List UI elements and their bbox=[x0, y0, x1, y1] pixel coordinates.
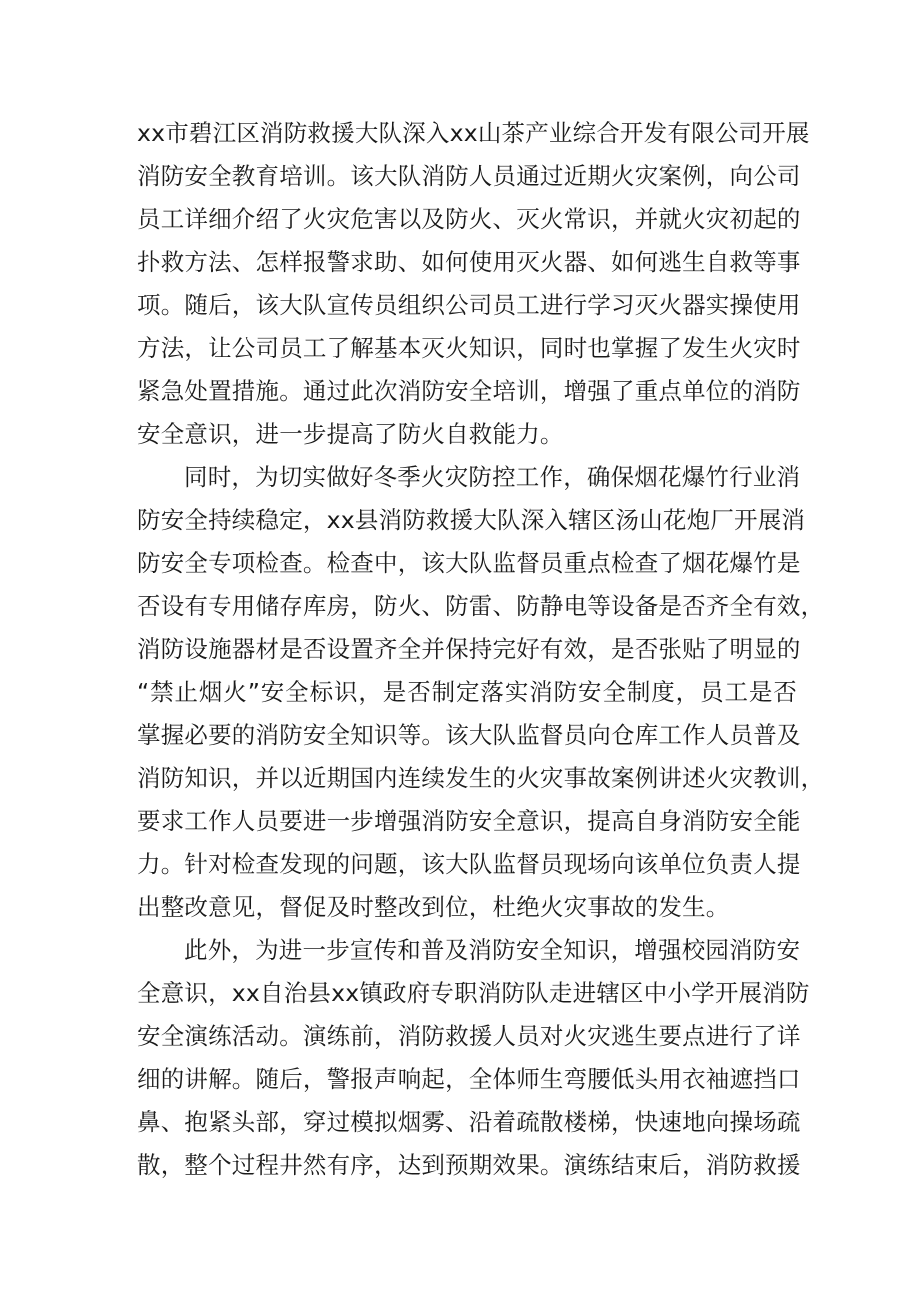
text-line: 防安全专项检查。检查中，该大队监督员重点检查了烟花爆竹是 bbox=[137, 549, 801, 577]
text-line: 扑救方法、怎样报警求助、如何使用灭火器、如何逃生自救等事 bbox=[137, 248, 801, 276]
paragraph-1 bbox=[137, 112, 810, 456]
text-line: 消防安全教育培训。该大队消防人员通过近期火灾案例，向公司 bbox=[137, 162, 801, 190]
text-line: 紧急处置措施。通过此次消防安全培训，增强了重点单位的消防 bbox=[137, 377, 801, 405]
text-line: 项。随后，该大队宣传员组织公司员工进行学习灭火器实操使用 bbox=[137, 291, 801, 319]
text-line: 细的讲解。随后，警报声响起，全体师生弯腰低头用衣袖遮挡口 bbox=[137, 1065, 801, 1093]
text-line: 消防知识，并以近期国内连续发生的火灾事故案例讲述火灾教训， bbox=[137, 764, 825, 792]
paragraph-3 bbox=[137, 929, 810, 1187]
text-line: 同时，为切实做好冬季火灾防控工作，确保烟花爆竹行业消 bbox=[184, 463, 801, 491]
text-line: 散，整个过程井然有序，达到预期效果。演练结束后，消防救援 bbox=[137, 1151, 801, 1179]
text-line: 要求工作人员要进一步增强消防安全意识，提高自身消防安全能 bbox=[137, 807, 801, 835]
text-line: 全意识，xx自治县xx镇政府专职消防队走进辖区中小学开展消防 bbox=[137, 979, 810, 1007]
text-line: 安全演练活动。演练前，消防救援人员对火灾逃生要点进行了详 bbox=[137, 1022, 801, 1050]
text-line: 力。针对检查发现的问题，该大队监督员现场向该单位负责人提 bbox=[137, 850, 801, 878]
text-line: 安全意识，进一步提高了防火自救能力。 bbox=[137, 420, 564, 448]
text-line: 员工详细介绍了火灾危害以及防火、灭火常识，并就火灾初起的 bbox=[137, 205, 801, 233]
text-line: 消防设施器材是否设置齐全并保持完好有效，是否张贴了明显的 bbox=[137, 635, 801, 663]
document-body bbox=[137, 112, 825, 1187]
paragraph-2 bbox=[137, 456, 825, 929]
text-line: 否设有专用储存库房，防火、防雷、防静电等设备是否齐全有效， bbox=[137, 592, 825, 620]
text-line: 鼻、抱紧头部，穿过模拟烟雾、沿着疏散楼梯，快速地向操场疏 bbox=[137, 1108, 801, 1136]
text-line: 防安全持续稳定，xx县消防救援大队深入辖区汤山花炮厂开展消 bbox=[137, 506, 806, 534]
text-line: 出整改意见，督促及时整改到位，杜绝火灾事故的发生。 bbox=[137, 893, 730, 921]
text-line: xx市碧江区消防救援大队深入xx山茶产业综合开发有限公司开展 bbox=[137, 119, 810, 147]
text-line: 此外，为进一步宣传和普及消防安全知识，增强校园消防安 bbox=[184, 936, 801, 964]
text-line: 方法，让公司员工了解基本灭火知识，同时也掌握了发生火灾时 bbox=[137, 334, 801, 362]
text-line: 掌握必要的消防安全知识等。该大队监督员向仓库工作人员普及 bbox=[137, 721, 801, 749]
text-line: “禁止烟火”安全标识，是否制定落实消防安全制度，员工是否 bbox=[137, 678, 797, 706]
